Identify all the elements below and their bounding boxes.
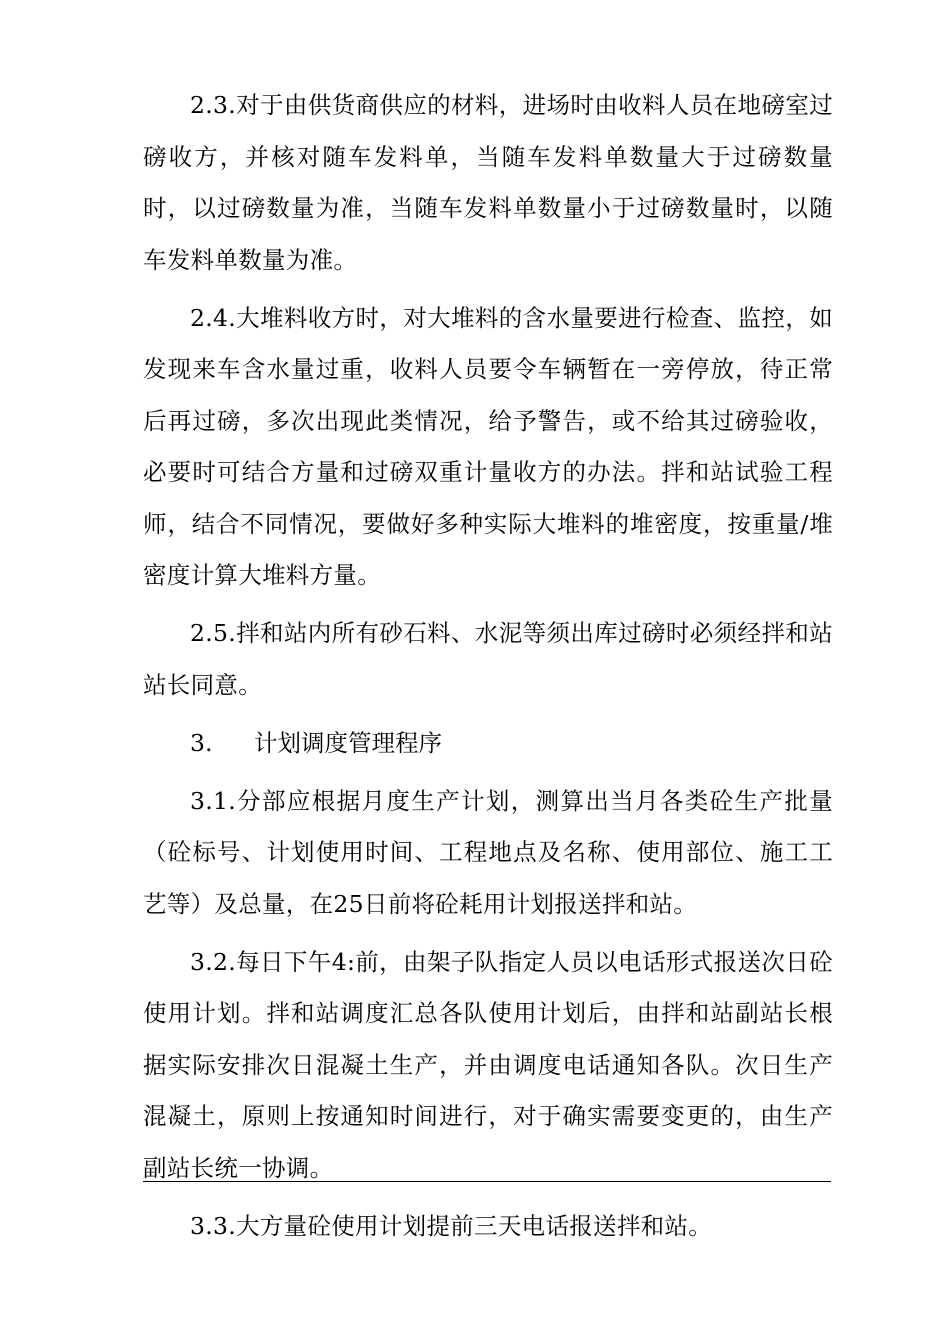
- document-body: [143, 80, 833, 1259]
- section-3-title: 计划调度管理程序: [254, 728, 442, 757]
- section-3-number: 3.: [190, 728, 213, 757]
- paragraph-2-3: 2.3.对于由供货商供应的材料，进场时由收料人员在地磅室过磅收方，并核对随车发料单，当随车发料单数量大于过磅数量时，以过磅数量为准，当随车发料单数量小于过磅数量时，以随车发料单数量为准。: [143, 91, 833, 274]
- paragraph-2-5: 2.5.拌和站内所有砂石料、水泥等须出库过磅时必须经拌和站站长同意。: [143, 619, 833, 699]
- paragraph-3-3: 3.3.大方量砼使用计划提前三天电话报送拌和站。: [190, 1211, 713, 1240]
- paragraph-3-1: 3.1.分部应根据月度生产计划，测算出当月各类砼生产批量（砼标号、计划使用时间、工程地点及名称、使用部位、施工工艺等）及总量，在25日前将砼耗用计划报送拌和站。: [143, 786, 833, 918]
- section-3-heading: [143, 718, 833, 770]
- paragraph-3-2: 3.2.每日下午4:前，由架子队指定人员以电话形式报送次日砼使用计划。拌和站调度汇总各队使用计划后，由拌和站副站长根据实际安排次日混凝土生产，并由调度电话通知各队。次日生产混凝土，原则上按通知时间进行，对于确实需要变更的，由生产副站长统一协调。: [143, 947, 833, 1182]
- paragraph-2-4: 2.4.大堆料收方时，对大堆料的含水量要进行检查、监控，如发现来车含水量过重，收料人员要令车辆暂在一旁停放，待正常后再过磅，多次出现此类情况，给予警告，或不给其过磅验收，必要时可结合方量和过磅双重计量收方的办法。拌和站试验工程师，结合不同情况，要做好多种实际大堆料的堆密度，按重量/堆密度计算大堆料方量。: [143, 303, 833, 589]
- footer-divider: [143, 1181, 831, 1182]
